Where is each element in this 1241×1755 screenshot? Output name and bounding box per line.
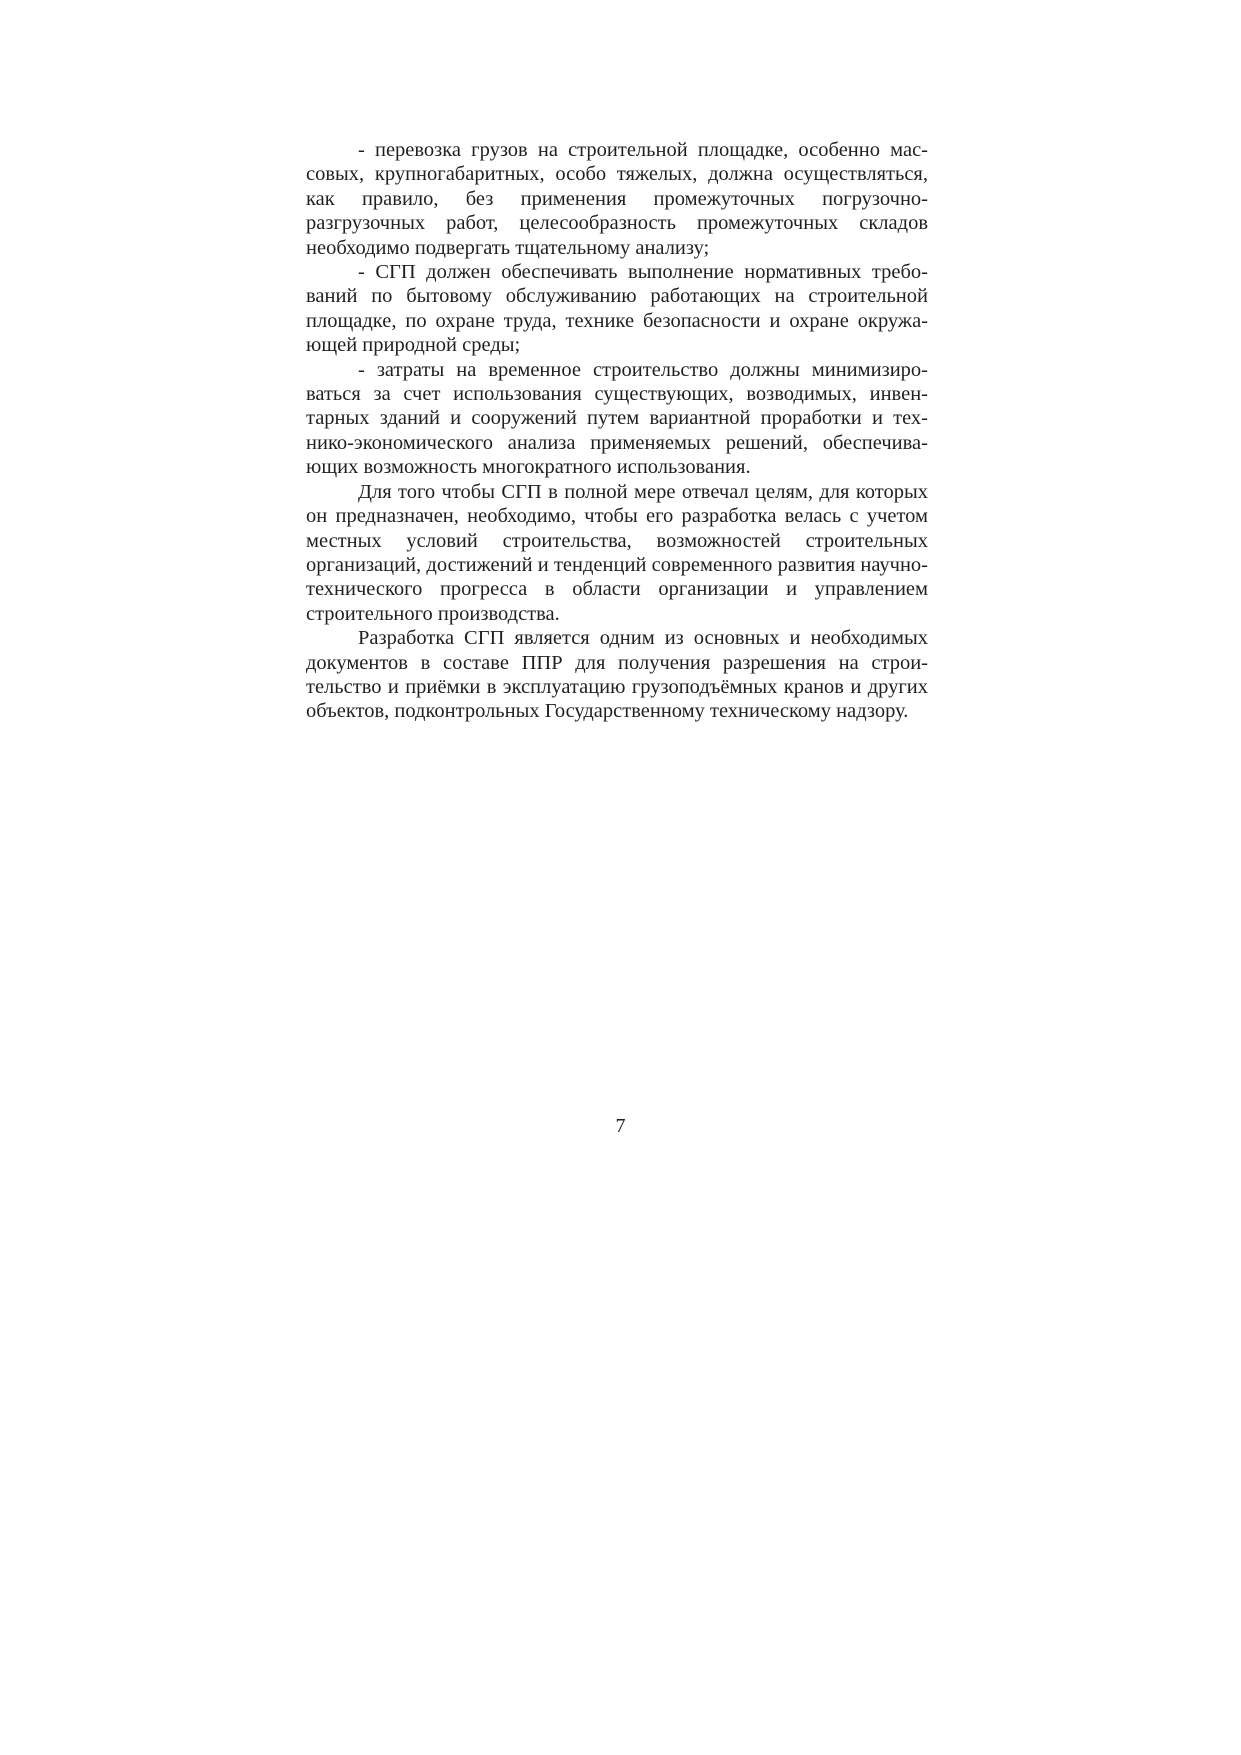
body-text bbox=[306, 138, 928, 724]
paragraph-development-conditions: Для того чтобы СГП в полной мере отвечал целям, для которых он предназначен, необходимо, чтобы его разработка велась с учетом местных условий строительства, возможностей строительных организаций, достижений и тенденций современного развития научно-технического прогресса в области организации и управлением строительного производства. bbox=[306, 480, 928, 625]
page-number: 7 bbox=[615, 1115, 626, 1137]
paragraph-temporary-construction-costs: - затраты на временное строительство должны минимизироваться за счет использования существующих, возводимых, инвентарных зданий и сооружений путем вариантной проработки и технико-экономического анализа применяемых решений, обеспечивающих возможность многократного использования. bbox=[306, 358, 928, 479]
paragraph-sgp-significance: Разработка СГП является одним из основных и необходимых документов в составе ППР для получения разрешения на строительство и приёмки в эксплуатацию грузоподъёмных кранов и других объектов, подконтрольных Государственному техническому надзору. bbox=[306, 627, 928, 723]
paragraph-cargo-transport: - перевозка грузов на строительной площадке, особенно массовых, крупногабаритных, особо тяжелых, должна осуществляться, как правило, без применения промежуточных погрузочно-разгрузочных работ, целесообразность промежуточных складов необходимо подвергать тщательному анализу; bbox=[306, 139, 928, 259]
paragraph-worker-services: - СГП должен обеспечивать выполнение нормативных требований по бытовому обслуживанию работающих на строительной площадке, по охране труда, технике безопасности и охране окружающей природной среды; bbox=[306, 261, 928, 357]
